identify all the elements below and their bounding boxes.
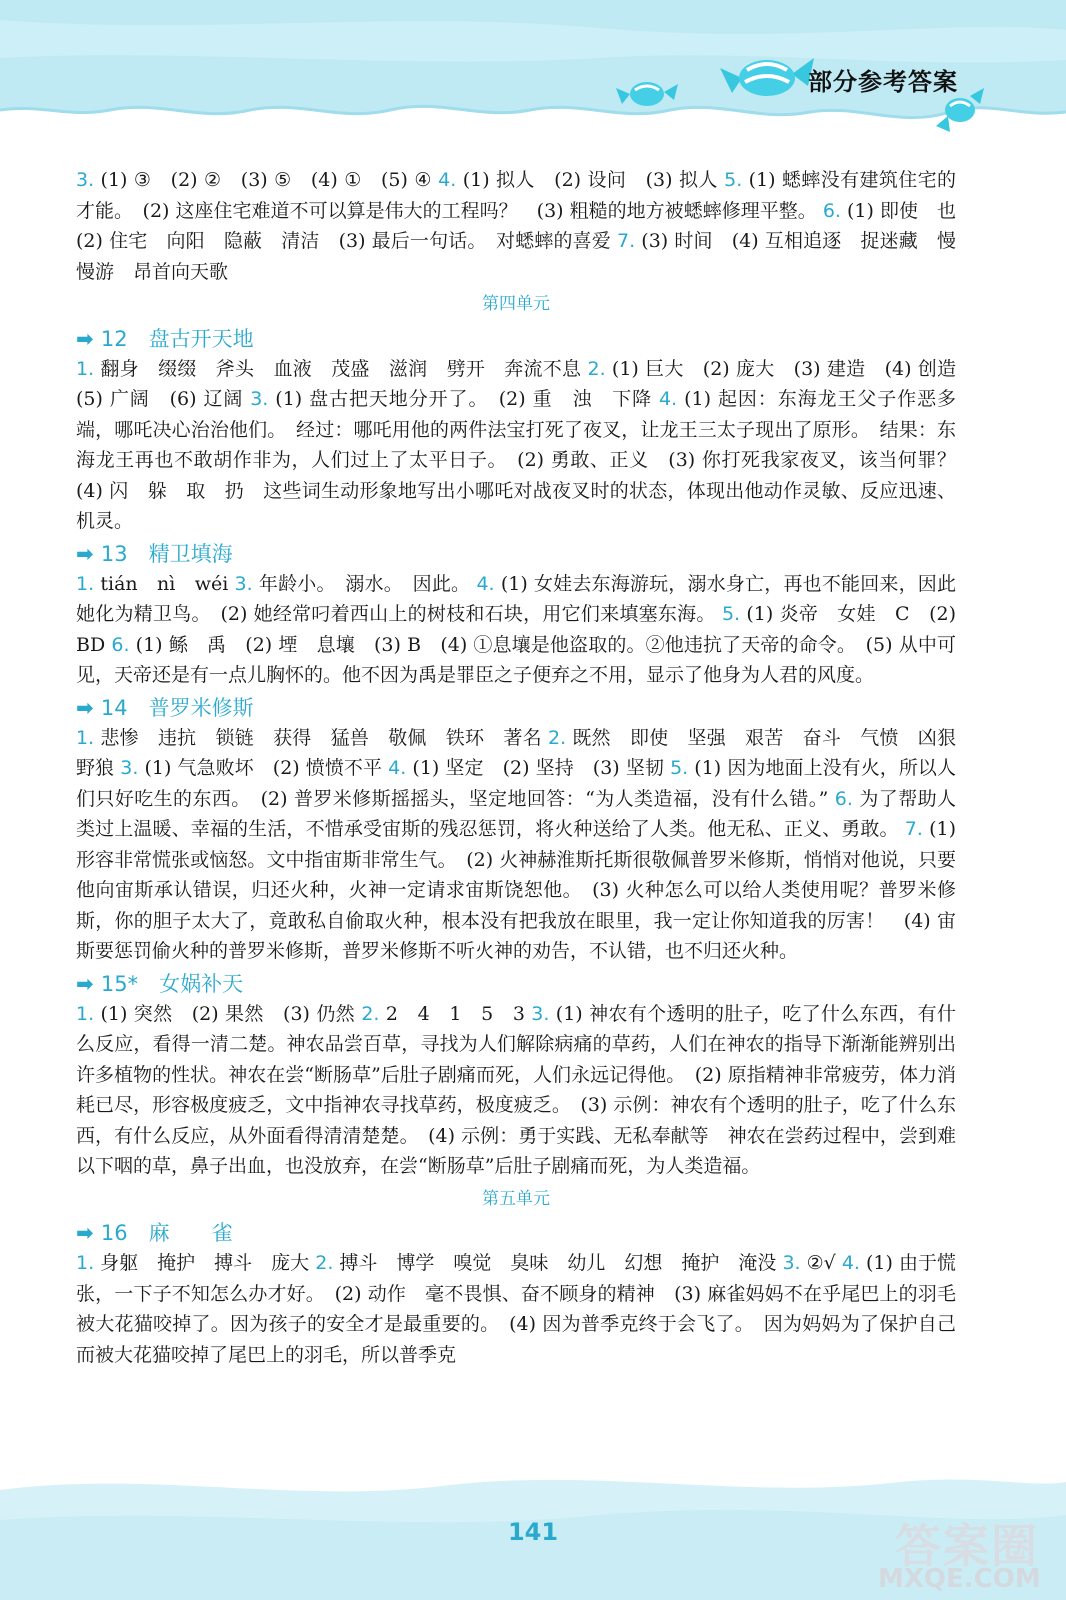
question-number: 3.	[531, 1002, 550, 1025]
lesson-title: 12 盘古开天地	[100, 326, 254, 351]
candy-decoration-icon	[612, 70, 682, 120]
lesson-heading	[76, 324, 956, 354]
page-number: 141	[507, 1518, 559, 1546]
answer-text: (1) 即使 也 (2) 住宅 向阳 隐蔽 清洁 (3) 最后一句话。 对蟋蟀的喜爱	[76, 199, 976, 252]
question-number: 2.	[361, 1002, 380, 1025]
answer-paragraph	[76, 723, 976, 967]
header-title: 部分参考答案	[808, 68, 958, 96]
lesson-heading	[76, 1218, 956, 1248]
answer-text: 翻身 缀缀 斧头 血液 茂盛 滋润 劈开 奔流不息	[94, 357, 588, 380]
answer-text: (1) 神农有个透明的肚子，吃了什么东西，有什么反应，看得一清二楚。神农品尝百草，寻找为人们解除病痛的草药，人们在神农的指导下渐渐能辨别出许多植物的性状。神农在尝“断肠草”后肚子剧痛而死，人们永远记得他。 (2) 原指精神非常疲劳，体力消耗已尽，形容极度疲乏，文中指神农寻找草药，极度疲乏。 (3) 示例：神农有个透明的肚子，吃了什么东西，有什么反应，从外面看得清清楚楚。 (4) 示例：勇于实践、无私奉献等 神农在尝药过程中，尝到难以下咽的草，鼻子出血，也没放弃，在尝“断肠草”后肚子剧痛而死，为人类造福。	[76, 1002, 956, 1177]
answer-text: 既然 即使 坚强 艰苦 奋斗 气愤 凶狠 野狼	[76, 726, 976, 779]
answer-paragraph	[76, 569, 956, 691]
question-number: 1.	[76, 1002, 95, 1025]
question-number: 5.	[670, 757, 689, 779]
answer-text: (1) 气急败坏 (2) 愤愤不平	[138, 757, 389, 779]
question-number: 6.	[111, 633, 130, 656]
question-number: 5.	[724, 169, 743, 191]
answer-text: 2 4 1 5 3	[379, 1002, 532, 1025]
answer-paragraph	[76, 999, 956, 1182]
answer-text: (1) 因为地面上没有火，所以人们只好吃生的东西。 (2) 普罗米修斯摇摇头，坚定地回答：“为人类造福，没有什么错。”	[76, 757, 956, 810]
question-number: 4.	[388, 757, 407, 779]
arrow-right-icon: ➡	[76, 971, 101, 996]
question-number: 4.	[659, 388, 678, 410]
watermark-logo: 答案圈	[895, 1519, 1039, 1573]
answer-text: 悲惨 违抗 锁链 获得 猛兽 敬佩 铁环 著名	[94, 726, 548, 749]
answer-text: (3) 时间 (4) 互相追逐 捉迷藏 慢慢游 昂首向天歌	[76, 230, 956, 283]
answer-paragraph	[76, 165, 976, 287]
answer-text: ②√	[800, 1252, 842, 1274]
answer-text: (1) 鲧 禹 (2) 堙 息壤 (3) B (4) ①息壤是他盗取的。②他违抗了天帝的命令。 (5) 从中可见，天帝还是有一点儿胸怀的。他不因为禹是罪臣之子便弃之不用，显示了他身为人君的风度。	[76, 633, 956, 686]
candy-decoration-icon	[712, 48, 822, 118]
lesson-heading	[76, 969, 956, 999]
question-number: 3.	[76, 169, 95, 191]
answer-text: (1) 盘古把天地分开了。 (2) 重 浊 下降	[268, 388, 660, 410]
answer-text: (1) 炎帝 女娃 C (2) BD	[76, 603, 957, 656]
answer-content	[76, 165, 976, 1370]
arrow-right-icon: ➡	[76, 1221, 101, 1245]
lesson-title: 16 麻 雀	[100, 1221, 233, 1245]
question-number: 6.	[834, 787, 853, 810]
question-number: 1.	[76, 1252, 95, 1274]
question-number: 7.	[904, 818, 923, 840]
watermark-url: MXQE.COM	[878, 1564, 1041, 1594]
answer-text: (1) 拟人 (2) 设问 (3) 拟人	[456, 169, 725, 191]
answer-text: (1) 巨大 (2) 庞大 (3) 建造 (4) 创造 (5) 广阔 (6) 辽阔	[76, 357, 975, 410]
question-number: 4.	[476, 572, 495, 595]
lesson-title: 15* 女娲补天	[100, 971, 244, 996]
question-number: 4.	[841, 1252, 860, 1274]
question-number: 2.	[587, 357, 606, 380]
question-number: 3.	[234, 572, 253, 595]
lesson-title: 13 精卫填海	[100, 541, 233, 566]
answer-text: (1) 女娃去东海游玩，溺水身亡，再也不能回来，因此她化为精卫鸟。 (2) 她经常叼着西山上的树枝和石块，用它们来填塞东海。	[76, 572, 956, 625]
lesson-heading	[76, 693, 956, 723]
question-number: 1.	[76, 572, 95, 595]
question-number: 3.	[250, 388, 269, 410]
question-number: 7.	[617, 230, 636, 252]
question-number: 1.	[76, 357, 95, 380]
answer-text: 年龄小。 溺水。 因此。	[252, 572, 477, 595]
unit-title: 第四单元	[482, 294, 550, 314]
unit-title: 第五单元	[482, 1188, 550, 1209]
arrow-right-icon: ➡	[76, 326, 101, 351]
answer-text: (1) 形容非常慌张或恼怒。文中指宙斯非常生气。 (2) 火神赫淮斯托斯很敬佩普罗米修斯，悄悄对他说，只要他向宙斯承认错误，归还火种，火神一定请求宙斯饶恕他。 (3) 火种怎么可以给人类使用呢？普罗米修斯，你的胆子太大了，竟敢私自偷取火种，根本没有把我放在眼里，我一定让你知道我的厉害！ (4) 宙斯要惩罚偷火种的普罗米修斯，普罗米修斯不听火神的劝告，不认错，也不归还火种。	[76, 818, 957, 962]
lesson-heading	[76, 539, 956, 569]
question-number: 5.	[721, 603, 741, 625]
answer-paragraph	[76, 354, 976, 537]
lesson-title: 14 普罗米修斯	[100, 695, 254, 720]
answer-text: (1) 蟋蟀没有建筑住宅的才能。 (2) 这座住宅难道不可以算是伟大的工程吗？ (3) 粗糙的地方被蟋蟀修理平整。	[76, 169, 956, 222]
answer-text: (1) 坚定 (2) 坚持 (3) 坚韧	[406, 757, 671, 779]
arrow-right-icon: ➡	[76, 695, 101, 720]
answer-text: 身躯 掩护 搏斗 庞大	[94, 1252, 316, 1274]
answer-text: (1) 突然 (2) 果然 (3) 仍然	[94, 1002, 362, 1025]
answer-text: 为了帮助人类过上温暖、幸福的生活，不惜承受宙斯的残忍惩罚，将火种送给了人类。他无私、正义、勇敢。	[76, 787, 957, 840]
question-number: 4.	[438, 169, 457, 191]
question-number: 6.	[822, 199, 841, 222]
question-number: 3.	[782, 1252, 801, 1274]
question-number: 3.	[120, 757, 139, 779]
answer-text: (1) 由于慌张，一下子不知怎么办才好。 (2) 动作 毫不畏惧、奋不顾身的精神 (3) 麻雀妈妈不在乎尾巴上的羽毛被大花猫咬掉了。因为孩子的安全才是最重要的。 (4) 因为普季克终于会飞了。 因为妈妈为了保护自己而被大花猫咬掉了尾巴上的羽毛，所以普季克	[76, 1252, 956, 1366]
answer-text: 搏斗 博学 嗅觉 臭味 幼儿 幻想 掩护 淹没	[333, 1252, 783, 1274]
answer-text: tián nì wéi	[94, 572, 235, 595]
question-number: 2.	[548, 726, 567, 749]
question-number: 1.	[76, 726, 95, 749]
answer-text: (1) 起因：东海龙王父子作恶多端，哪吒决心治治他们。 经过：哪吒用他的两件法宝打死了夜叉，让龙王三太子现出了原形。 结果：东海龙王再也不敢胡作非为，人们过上了太平日子。 (2) 勇敢、正义 (3) 你打死我家夜叉，该当何罪？ (4) 闪 躲 取 扔 这些词生动形象地写出小哪吒对战夜叉时的状态，体现出他动作灵敏、反应迅速、机灵。	[76, 388, 976, 532]
arrow-right-icon: ➡	[76, 541, 101, 566]
question-number: 2.	[315, 1252, 334, 1274]
answer-text: (1) ③ (2) ② (3) ⑤ (4) ① (5) ④	[94, 169, 439, 191]
answer-paragraph	[76, 1248, 956, 1370]
